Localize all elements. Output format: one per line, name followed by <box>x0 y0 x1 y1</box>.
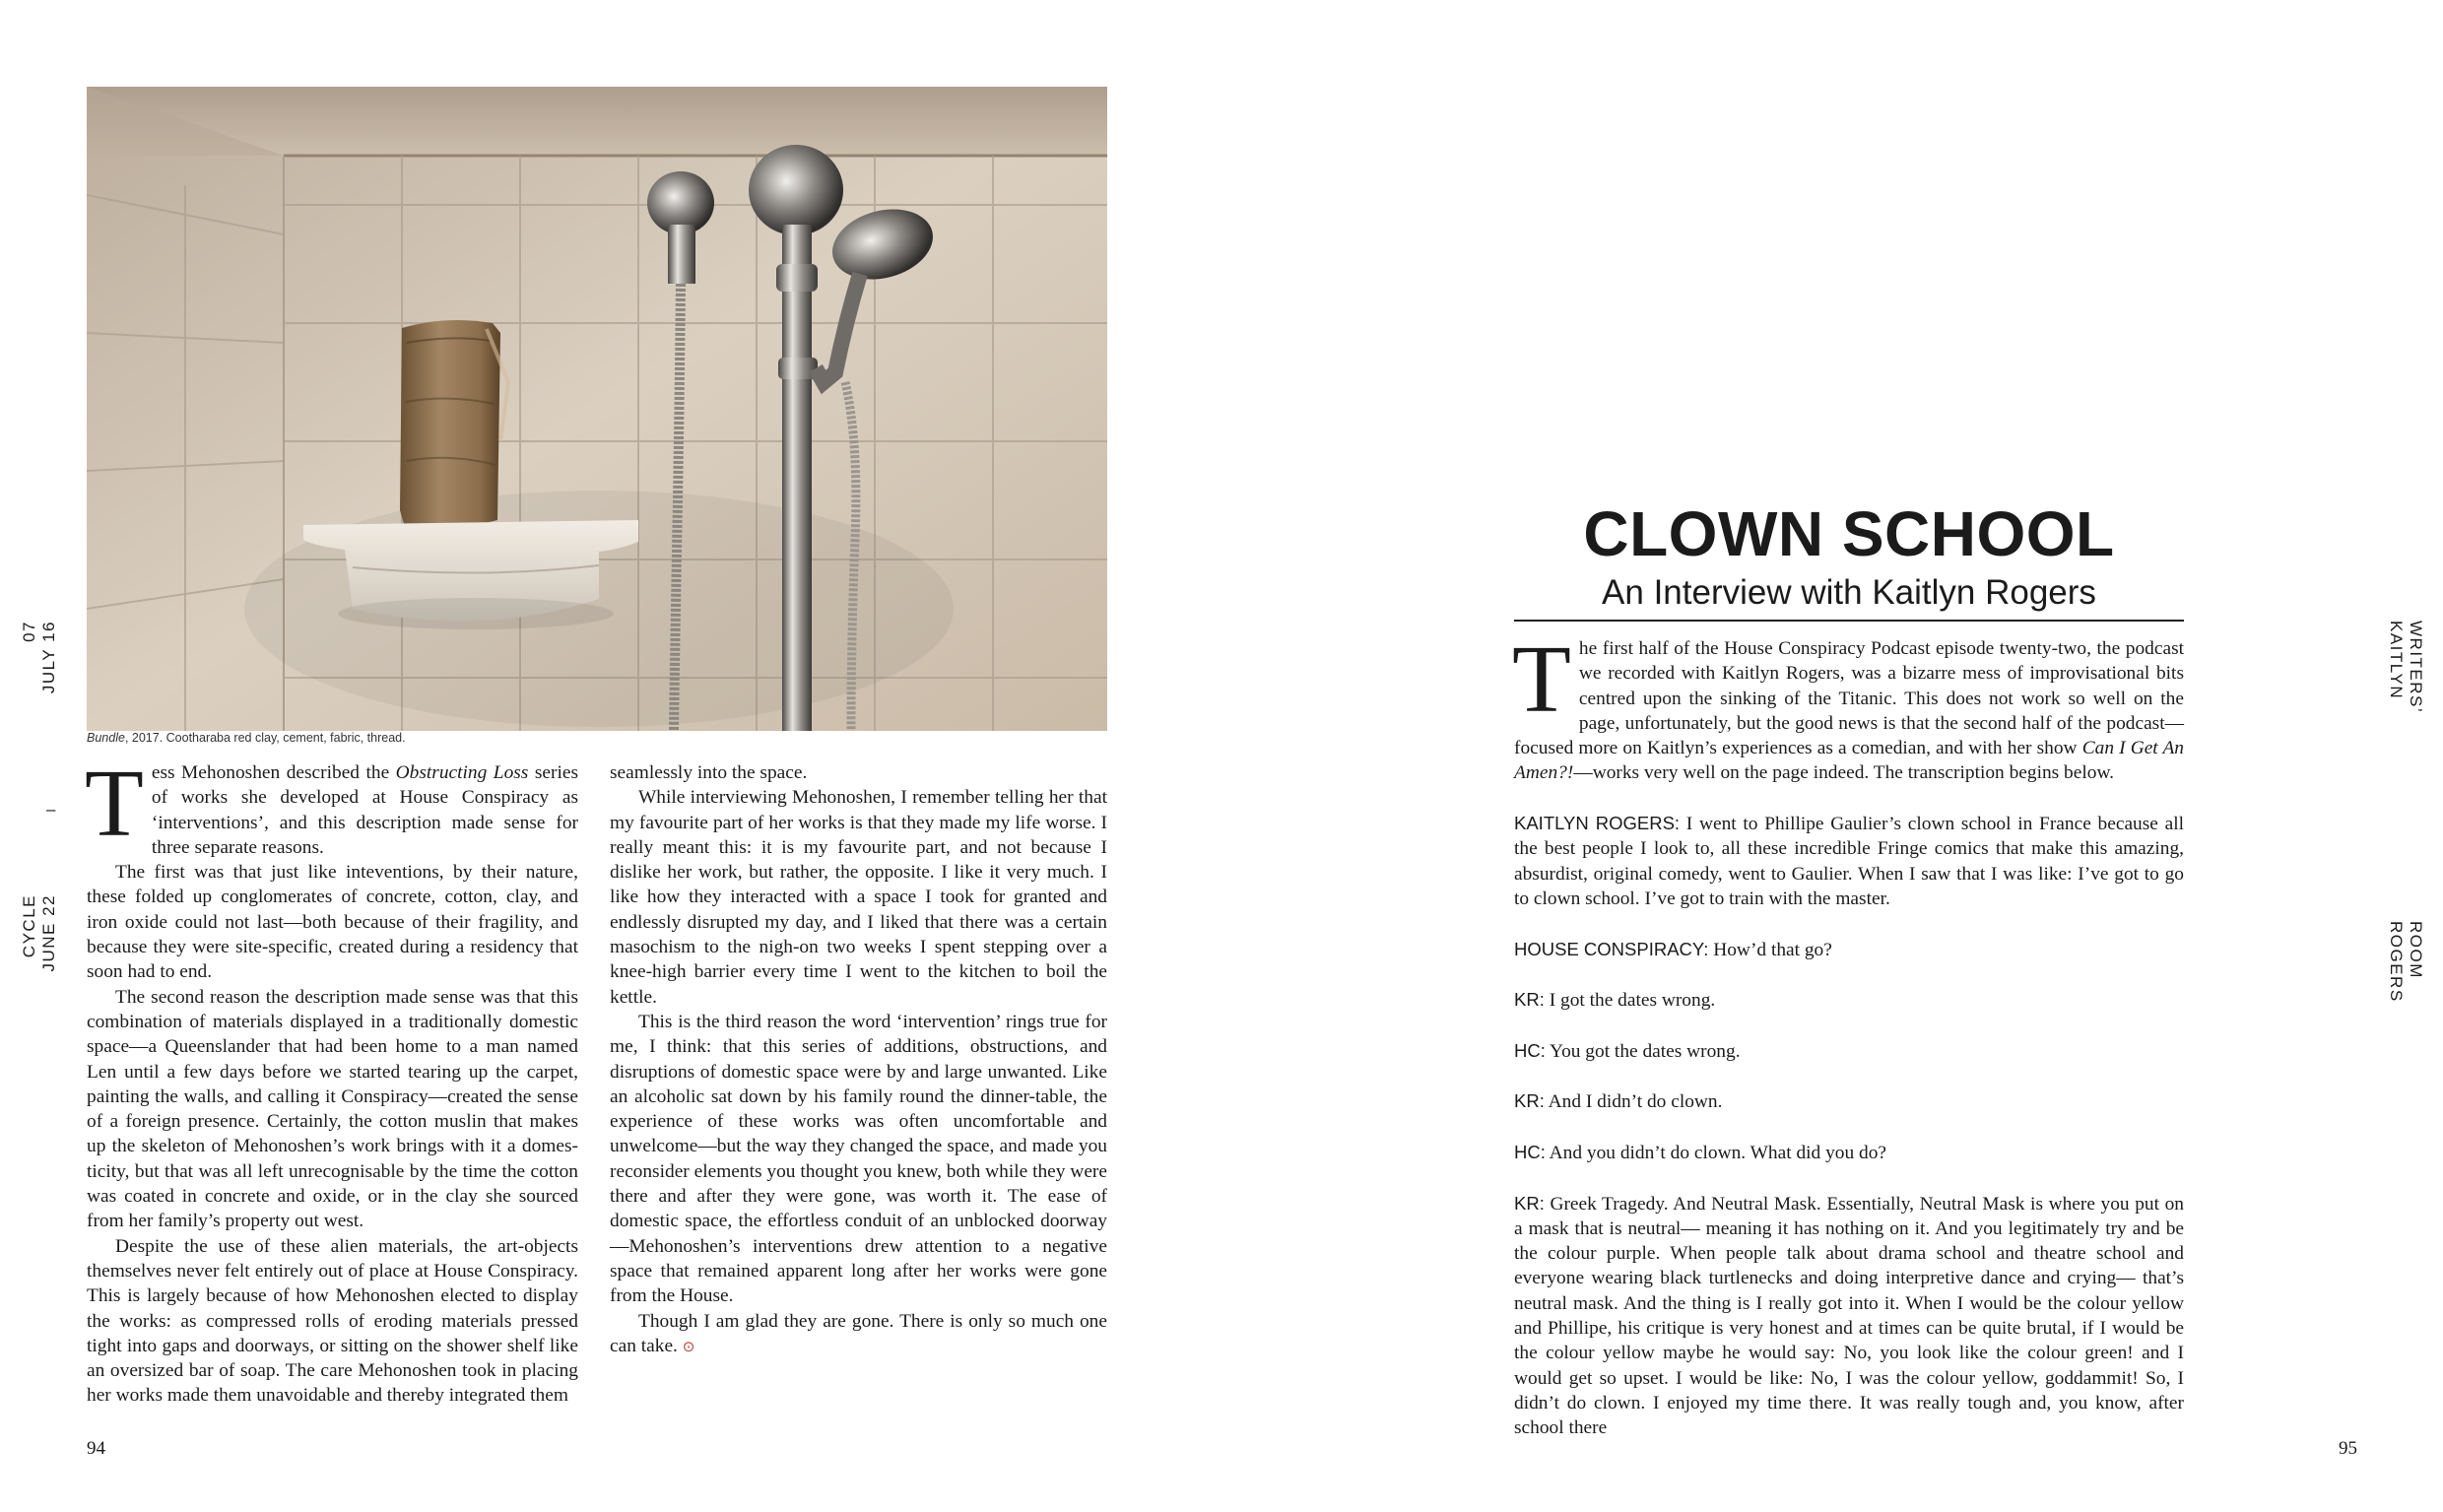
end-mark-icon: ⊙ <box>682 1337 695 1355</box>
page-number-left: 94 <box>87 1438 105 1459</box>
article-paragraph-7: Though I am glad they are gone. There is only so much one can take. ⊙ <box>610 1310 1107 1356</box>
article-paragraph-5: While interviewing Mehonoshen, I remember telling her that my favourite part of her works is that they made my life worse. I really meant this: it is my favourite part, and not because I dislike her work, but rather, the opposite. I like it very much. I like how they interacted with a space I took for granted and endlessly disrupted my day, and I liked that there was a certain masochism to the nigh-on two weeks I spent stepping over a knee-high barrier every time I went to the kitchen to boil the kettle. <box>610 787 1107 1008</box>
speaker-label: KR: <box>1514 1090 1545 1112</box>
sidebar-section-room: ROOM <box>2407 921 2425 979</box>
transcript-line: KAITLYN ROGERS: I went to Phillipe Gaulier’s clown school in France because all the best people I look to, all these incredible Fringe comics that make this amazing, absurdist, original comedy, went to Gaulier. When I saw that I was like: I’ve got to go to clown school. I’ve got to train with the master. <box>1514 813 2184 909</box>
speaker-label: KR: <box>1514 989 1545 1011</box>
page-subtitle: An Interview with Kaitlyn Rogers <box>1602 573 2096 612</box>
speaker-label: HC: <box>1514 1141 1546 1162</box>
transcript-line: KR: And I didn’t do clown. <box>1514 1090 1723 1113</box>
drop-cap: T <box>85 751 144 857</box>
show-title: Can I Get An Amen?! <box>1514 738 2185 784</box>
article-paragraph-4-continued: seamlessly into the space. <box>610 762 808 783</box>
caption-title: Bundle <box>87 731 125 745</box>
sidebar-date-start: JULY 16 <box>39 621 58 694</box>
sidebar-date-end: JUNE 22 <box>39 894 58 972</box>
page-number-right: 95 <box>2339 1438 2357 1459</box>
sidebar-dash: – <box>46 800 57 819</box>
speaker-label: KR: <box>1514 1192 1545 1214</box>
sidebar-section: CYCLE <box>20 894 38 958</box>
article-column-1 <box>85 751 578 1409</box>
article-paragraph-2: The first was that just like inteventions, by their nature, these folded up conglomerates of concrete, cotton, clay, and iron oxide could not last—both because of their fragility, and because they were site-specific, created during a residency that soon had to end. <box>87 862 578 983</box>
intro-lead-in: he first half of the House <box>1578 638 1773 659</box>
bathroom-photo <box>87 87 1107 731</box>
transcript-line: HC: And you didn’t do clown. What did you do? <box>1514 1141 1887 1163</box>
title-divider <box>1514 620 2184 622</box>
transcript-line: KR: Greek Tragedy. And Neutral Mask. Essentially, Neutral Mask is where you put on a mask that is neutral— meaning it has nothing on it. And you legitimately try and be the colour purple. When people talk about drama school and theatre school and everyone wearing black turtlenecks and doing interpretive dance and crying— that’s neutral mask. And the thing is I really got into it. When I would be the colour yellow and Phillipe, his critique is very honest and at times can be quite brutal, if I would be the colour yellow maybe he would say: No, you look like the colour green! and I would get so upset. I would be like: No, I was the colour yellow, goddammit! So, I didn’t do clown. I enjoyed my time there. It was really tough and, you know, after school there <box>1514 1192 2184 1439</box>
article-lead-in: ess Mehonoshen described the <box>151 762 396 783</box>
article-paragraph-4: Despite the use of these alien materials, the art-objects themselves never felt entirely out of place at House Conspiracy. This is largely because of how Mehonoshen elected to display the works: as compressed rolls of eroding materials pressed tight into gaps and doorways, or sitting on the shower shelf like an oversized bar of soap. The care Mehonoshen took in placing her works made them unavoidable and thereby integrated them <box>87 1235 578 1407</box>
speaker-label: HOUSE CONSPIRACY: <box>1514 938 1709 959</box>
interview-column <box>1512 626 2185 1441</box>
transcript-line: KR: I got the dates wrong. <box>1514 989 1716 1012</box>
article-paragraph-3: The second reason the description made sense was that this combination of materials displayed in a traditionally domestic space—a Queenslander that had been home to a man named Len until a few days before we started tearing up the carpet, painting the walls, and calling it Conspiracy—created the sense of a foreign presence. Certainly, the cotton muslin that makes up the skeleton of Mehonoshen’s work brings with it a domesticity, but that was all left unrecognisable by the time the cotton was coated in concrete and oxide, or in the clay she sourced from her family’s property out west. <box>87 986 578 1232</box>
article-paragraph-6: This is the third reason the word ‘intervention’ rings true for me, I think: that this series of additions, obstructions, and disruptions of domestic space were by and large unwanted. Like an alcoholic sat down by his family round the dinner-table, the experience of these works was often uncomfortable and unwelcome—but the way they changed the space, and made you reconsider elements you thought you knew, both while they were there and after they were gone, was worth it. The ease of domestic space, the effortless conduit of an unblocked doorway—Mehonoshen’s interventions drew attention to a negative space that remained apparent long after her works were gone from the House. <box>610 1011 1107 1307</box>
transcript-line: HC: You got the dates wrong. <box>1514 1039 1741 1062</box>
speaker-label: HC: <box>1514 1039 1546 1061</box>
speaker-label: KAITLYN ROGERS: <box>1514 813 1681 834</box>
transcript-line: HOUSE CONSPIRACY: How’d that go? <box>1514 938 1832 960</box>
interview-intro: The first half of the House Conspiracy Podcast episode twenty-two, the podcast we recorded with Kaitlyn Rogers, was a bizarre mess of improvisational bits centred upon the sinking of the Titanic. This does not work so well on the page, unfortunately, but the good news is that the second half of the podcast—focused more on Kaitlyn’s experiences as a comedian, and with her show Can I Get An Amen?!—works very well on the page indeed. The transcription begins below. <box>1512 626 2185 784</box>
sidebar-section: WRITERS’ <box>2407 621 2425 714</box>
sidebar-author-last: ROGERS <box>2387 921 2406 1003</box>
page-title: CLOWN SCHOOL <box>1583 498 2115 569</box>
article-paragraph-1: Tess Mehonoshen described the Obstructing Loss series of works she developed at House Conspiracy as ‘interventions’, and this description made sense for three separate reasons. <box>85 751 578 858</box>
drop-cap: T <box>1512 626 1571 733</box>
sidebar-issue-number: 07 <box>20 621 38 642</box>
series-title: Obstructing Loss <box>395 762 529 783</box>
article-column-2 <box>610 760 1107 1359</box>
sidebar-author-first: KAITLYN <box>2387 621 2406 700</box>
caption-details: , 2017. Cootharaba red clay, cement, fabric, thread. <box>124 731 406 745</box>
photo-caption <box>87 731 1107 745</box>
